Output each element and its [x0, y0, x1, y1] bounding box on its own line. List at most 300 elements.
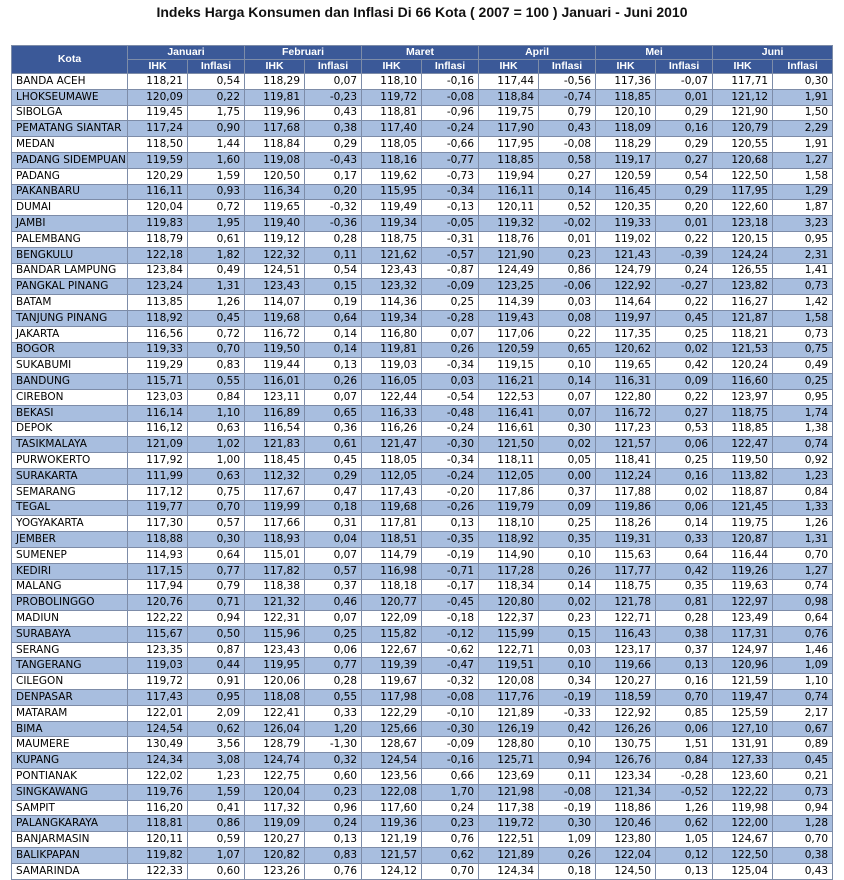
ihk-cell: 117,95: [713, 184, 773, 200]
inflasi-cell: 0,84: [188, 389, 245, 405]
ihk-cell: 119,33: [596, 216, 656, 232]
ihk-cell: 119,86: [596, 500, 656, 516]
inflasi-cell: 0,19: [305, 295, 362, 311]
ihk-cell: 114,79: [362, 547, 422, 563]
ihk-cell: 119,81: [362, 342, 422, 358]
inflasi-cell: 0,70: [773, 547, 833, 563]
ihk-cell: 116,72: [596, 405, 656, 421]
ihk-cell: 128,80: [479, 737, 539, 753]
inflasi-cell: 0,70: [188, 342, 245, 358]
city-cell: PANGKAL PINANG: [12, 279, 128, 295]
inflasi-cell: 0,22: [656, 231, 713, 247]
inflasi-cell: 0,60: [305, 769, 362, 785]
inflasi-cell: 0,72: [188, 200, 245, 216]
ihk-cell: 117,68: [245, 121, 305, 137]
inflasi-cell: 0,52: [539, 200, 596, 216]
inflasi-cell: 2,29: [773, 121, 833, 137]
inflasi-cell: 0,72: [188, 326, 245, 342]
inflasi-cell: 0,02: [539, 437, 596, 453]
inflasi-cell: 0,30: [539, 816, 596, 832]
table-row: [12, 137, 833, 153]
ihk-cell: 116,12: [128, 421, 188, 437]
ihk-cell: 123,43: [362, 263, 422, 279]
inflasi-cell: 0,13: [422, 516, 479, 532]
ihk-cell: 118,84: [479, 89, 539, 105]
ihk-cell: 121,32: [245, 595, 305, 611]
inflasi-cell: -0,08: [539, 137, 596, 153]
ihk-cell: 121,43: [596, 247, 656, 263]
inflasi-cell: 0,62: [656, 816, 713, 832]
inflasi-cell: -0,34: [422, 358, 479, 374]
column-header-month: Juni: [713, 46, 833, 60]
inflasi-cell: -0,71: [422, 563, 479, 579]
ihk-cell: 120,59: [596, 168, 656, 184]
ihk-cell: 122,41: [245, 705, 305, 721]
inflasi-cell: 0,67: [773, 721, 833, 737]
column-header-ihk: IHK: [128, 60, 188, 74]
city-cell: DEPOK: [12, 421, 128, 437]
ihk-cell: 116,11: [479, 184, 539, 200]
ihk-cell: 119,39: [362, 658, 422, 674]
inflasi-cell: 0,20: [305, 184, 362, 200]
ihk-cell: 120,04: [128, 200, 188, 216]
ihk-cell: 118,75: [596, 579, 656, 595]
inflasi-cell: 0,01: [656, 89, 713, 105]
inflasi-cell: 0,38: [305, 121, 362, 137]
ihk-cell: 115,96: [245, 626, 305, 642]
city-cell: SURAKARTA: [12, 468, 128, 484]
city-cell: DUMAI: [12, 200, 128, 216]
inflasi-cell: 0,64: [656, 547, 713, 563]
ihk-cell: 120,27: [245, 832, 305, 848]
ihk-cell: 120,50: [245, 168, 305, 184]
ihk-cell: 125,04: [713, 863, 773, 879]
ihk-cell: 119,72: [362, 89, 422, 105]
ihk-cell: 120,08: [479, 674, 539, 690]
ihk-cell: 120,29: [128, 168, 188, 184]
inflasi-cell: 0,86: [539, 263, 596, 279]
inflasi-cell: 0,07: [305, 389, 362, 405]
ihk-cell: 121,53: [713, 342, 773, 358]
ihk-cell: 119,95: [245, 658, 305, 674]
inflasi-cell: 3,08: [188, 753, 245, 769]
inflasi-cell: 0,92: [773, 453, 833, 469]
ihk-cell: 121,83: [245, 437, 305, 453]
ihk-cell: 120,87: [713, 532, 773, 548]
ihk-cell: 121,89: [479, 848, 539, 864]
inflasi-cell: 0,06: [656, 721, 713, 737]
inflasi-cell: 0,66: [422, 769, 479, 785]
ihk-cell: 117,92: [128, 453, 188, 469]
inflasi-cell: 1,95: [188, 216, 245, 232]
inflasi-cell: 0,79: [188, 579, 245, 595]
inflasi-cell: 0,64: [305, 310, 362, 326]
table-row: [12, 342, 833, 358]
table-row: [12, 74, 833, 90]
inflasi-cell: 0,75: [773, 342, 833, 358]
inflasi-cell: 0,30: [188, 532, 245, 548]
inflasi-cell: 0,44: [188, 658, 245, 674]
ihk-cell: 121,34: [596, 784, 656, 800]
ihk-cell: 117,32: [245, 800, 305, 816]
ihk-cell: 116,34: [245, 184, 305, 200]
inflasi-cell: -0,16: [422, 753, 479, 769]
ihk-cell: 121,78: [596, 595, 656, 611]
ihk-cell: 119,81: [245, 89, 305, 105]
inflasi-cell: 0,24: [656, 263, 713, 279]
inflasi-cell: 0,12: [656, 848, 713, 864]
ihk-cell: 114,07: [245, 295, 305, 311]
inflasi-cell: 1,00: [188, 453, 245, 469]
inflasi-cell: 0,42: [656, 563, 713, 579]
ihk-cell: 117,76: [479, 690, 539, 706]
inflasi-cell: 0,18: [539, 863, 596, 879]
ihk-cell: 126,26: [596, 721, 656, 737]
inflasi-cell: -0,10: [422, 705, 479, 721]
ihk-cell: 116,98: [362, 563, 422, 579]
ihk-cell: 118,05: [362, 453, 422, 469]
inflasi-cell: 0,55: [305, 690, 362, 706]
inflasi-cell: 0,83: [305, 848, 362, 864]
ihk-cell: 120,46: [596, 816, 656, 832]
ihk-cell: 112,05: [362, 468, 422, 484]
table-row: [12, 89, 833, 105]
inflasi-cell: 0,61: [188, 231, 245, 247]
ihk-cell: 123,43: [245, 279, 305, 295]
ihk-cell: 122,71: [479, 642, 539, 658]
inflasi-cell: 0,13: [656, 658, 713, 674]
inflasi-cell: 0,25: [422, 295, 479, 311]
ihk-cell: 118,79: [128, 231, 188, 247]
inflasi-cell: -0,08: [422, 690, 479, 706]
inflasi-cell: 0,29: [656, 137, 713, 153]
city-cell: DENPASAR: [12, 690, 128, 706]
ihk-cell: 118,87: [713, 484, 773, 500]
ihk-cell: 116,33: [362, 405, 422, 421]
inflasi-cell: -0,34: [422, 453, 479, 469]
table-row: [12, 579, 833, 595]
inflasi-cell: -0,96: [422, 105, 479, 121]
ihk-cell: 121,09: [128, 437, 188, 453]
ihk-cell: 119,62: [362, 168, 422, 184]
inflasi-cell: 0,43: [539, 121, 596, 137]
city-cell: BIMA: [12, 721, 128, 737]
table-row: [12, 326, 833, 342]
inflasi-cell: 1,05: [656, 832, 713, 848]
ihk-cell: 116,44: [713, 547, 773, 563]
inflasi-cell: 0,71: [188, 595, 245, 611]
inflasi-cell: 0,93: [188, 184, 245, 200]
ihk-cell: 119,33: [128, 342, 188, 358]
inflasi-cell: 0,84: [773, 484, 833, 500]
ihk-cell: 114,39: [479, 295, 539, 311]
inflasi-cell: 1,09: [539, 832, 596, 848]
ihk-cell: 119,45: [128, 105, 188, 121]
inflasi-cell: 0,28: [305, 674, 362, 690]
table-row: [12, 848, 833, 864]
ihk-cell: 122,29: [362, 705, 422, 721]
inflasi-cell: 0,14: [305, 342, 362, 358]
table-row: [12, 453, 833, 469]
column-header-month: April: [479, 46, 596, 60]
ihk-cell: 121,12: [713, 89, 773, 105]
ihk-cell: 122,44: [362, 389, 422, 405]
column-header-inflasi: Inflasi: [422, 60, 479, 74]
inflasi-cell: 0,36: [305, 421, 362, 437]
inflasi-cell: 0,07: [422, 326, 479, 342]
ihk-cell: 122,92: [596, 705, 656, 721]
inflasi-cell: 0,23: [539, 247, 596, 263]
ihk-cell: 115,82: [362, 626, 422, 642]
inflasi-cell: -0,17: [422, 579, 479, 595]
ihk-cell: 123,49: [713, 611, 773, 627]
table-row: [12, 231, 833, 247]
city-cell: PEMATANG SIANTAR: [12, 121, 128, 137]
table-row: [12, 690, 833, 706]
ihk-cell: 118,75: [713, 405, 773, 421]
inflasi-cell: 1,91: [773, 89, 833, 105]
inflasi-cell: 0,94: [773, 800, 833, 816]
inflasi-cell: -0,39: [656, 247, 713, 263]
city-cell: YOGYAKARTA: [12, 516, 128, 532]
ihk-cell: 117,95: [479, 137, 539, 153]
inflasi-cell: 0,90: [188, 121, 245, 137]
ihk-cell: 116,43: [596, 626, 656, 642]
inflasi-cell: 0,95: [773, 231, 833, 247]
inflasi-cell: -0,19: [422, 547, 479, 563]
inflasi-cell: -0,18: [422, 611, 479, 627]
ihk-cell: 119,65: [245, 200, 305, 216]
city-cell: BANJARMASIN: [12, 832, 128, 848]
table-row: [12, 737, 833, 753]
table-row: [12, 674, 833, 690]
inflasi-cell: -0,24: [422, 468, 479, 484]
ihk-cell: 118,34: [479, 579, 539, 595]
ihk-cell: 117,23: [596, 421, 656, 437]
inflasi-cell: 1,31: [188, 279, 245, 295]
ihk-cell: 117,30: [128, 516, 188, 532]
ihk-cell: 125,66: [362, 721, 422, 737]
inflasi-cell: 0,13: [305, 832, 362, 848]
ihk-cell: 119,47: [713, 690, 773, 706]
inflasi-cell: -0,13: [422, 200, 479, 216]
inflasi-cell: -0,66: [422, 137, 479, 153]
ihk-cell: 116,21: [479, 374, 539, 390]
inflasi-cell: 0,10: [539, 737, 596, 753]
ihk-cell: 120,06: [245, 674, 305, 690]
ihk-cell: 124,67: [713, 832, 773, 848]
ihk-cell: 119,02: [596, 231, 656, 247]
table-row: [12, 310, 833, 326]
city-cell: SURABAYA: [12, 626, 128, 642]
city-cell: SINGKAWANG: [12, 784, 128, 800]
ihk-cell: 118,81: [128, 816, 188, 832]
inflasi-cell: 0,25: [656, 453, 713, 469]
inflasi-cell: 1,51: [656, 737, 713, 753]
ihk-cell: 123,56: [362, 769, 422, 785]
ihk-cell: 117,60: [362, 800, 422, 816]
ihk-cell: 119,50: [713, 453, 773, 469]
ihk-cell: 118,26: [596, 516, 656, 532]
ihk-cell: 120,35: [596, 200, 656, 216]
ihk-cell: 115,67: [128, 626, 188, 642]
ihk-cell: 118,50: [128, 137, 188, 153]
city-cell: MADIUN: [12, 611, 128, 627]
ihk-cell: 119,79: [479, 500, 539, 516]
table-row: [12, 405, 833, 421]
inflasi-cell: -0,05: [422, 216, 479, 232]
table-row: [12, 421, 833, 437]
ihk-cell: 126,55: [713, 263, 773, 279]
inflasi-cell: 0,22: [539, 326, 596, 342]
ihk-cell: 122,32: [245, 247, 305, 263]
column-header-ihk: IHK: [596, 60, 656, 74]
ihk-cell: 121,47: [362, 437, 422, 453]
ihk-cell: 119,76: [128, 784, 188, 800]
table-row: [12, 532, 833, 548]
ihk-cell: 119,75: [479, 105, 539, 121]
inflasi-cell: -0,24: [422, 421, 479, 437]
table-row: [12, 200, 833, 216]
city-cell: MATARAM: [12, 705, 128, 721]
inflasi-cell: -0,35: [422, 532, 479, 548]
table-row: [12, 263, 833, 279]
inflasi-cell: 1,59: [188, 784, 245, 800]
ihk-cell: 122,60: [713, 200, 773, 216]
ihk-cell: 123,82: [713, 279, 773, 295]
ihk-cell: 120,82: [245, 848, 305, 864]
city-cell: BANDA ACEH: [12, 74, 128, 90]
ihk-cell: 118,10: [362, 74, 422, 90]
table-row: [12, 121, 833, 137]
ihk-cell: 119,59: [128, 152, 188, 168]
ihk-cell: 118,85: [596, 89, 656, 105]
inflasi-cell: 0,14: [656, 516, 713, 532]
ihk-cell: 123,34: [596, 769, 656, 785]
ihk-cell: 123,11: [245, 389, 305, 405]
inflasi-cell: 1,58: [773, 168, 833, 184]
ihk-cell: 119,63: [713, 579, 773, 595]
inflasi-cell: 1,26: [656, 800, 713, 816]
ihk-cell: 117,15: [128, 563, 188, 579]
ihk-cell: 118,05: [362, 137, 422, 153]
ihk-cell: 117,28: [479, 563, 539, 579]
inflasi-cell: 0,70: [188, 500, 245, 516]
inflasi-cell: 0,54: [656, 168, 713, 184]
inflasi-cell: 1,38: [773, 421, 833, 437]
ihk-cell: 121,45: [713, 500, 773, 516]
inflasi-cell: 0,26: [539, 848, 596, 864]
inflasi-cell: 0,50: [188, 626, 245, 642]
ihk-cell: 116,80: [362, 326, 422, 342]
inflasi-cell: 0,00: [539, 468, 596, 484]
inflasi-cell: -0,62: [422, 642, 479, 658]
ihk-cell: 122,50: [713, 168, 773, 184]
inflasi-cell: 0,41: [188, 800, 245, 816]
inflasi-cell: 0,06: [656, 500, 713, 516]
inflasi-cell: 0,26: [422, 342, 479, 358]
ihk-cell: 122,37: [479, 611, 539, 627]
inflasi-cell: 0,25: [305, 626, 362, 642]
inflasi-cell: 0,07: [305, 611, 362, 627]
inflasi-cell: 1,29: [773, 184, 833, 200]
inflasi-cell: 0,62: [422, 848, 479, 864]
ihk-cell: 116,45: [596, 184, 656, 200]
ihk-cell: 123,32: [362, 279, 422, 295]
column-header-inflasi: Inflasi: [539, 60, 596, 74]
ihk-cell: 119,26: [713, 563, 773, 579]
city-cell: BATAM: [12, 295, 128, 311]
inflasi-cell: -0,34: [422, 184, 479, 200]
inflasi-cell: 0,84: [656, 753, 713, 769]
table-row: [12, 769, 833, 785]
inflasi-cell: 1,20: [305, 721, 362, 737]
inflasi-cell: 1,10: [188, 405, 245, 421]
inflasi-cell: 0,79: [539, 105, 596, 121]
inflasi-cell: -0,28: [422, 310, 479, 326]
ihk-cell: 124,51: [245, 263, 305, 279]
ihk-cell: 119,34: [362, 216, 422, 232]
inflasi-cell: 0,60: [188, 863, 245, 879]
inflasi-cell: 1,82: [188, 247, 245, 263]
ihk-cell: 117,40: [362, 121, 422, 137]
ihk-cell: 124,50: [596, 863, 656, 879]
ihk-cell: 119,36: [362, 816, 422, 832]
inflasi-cell: 0,09: [539, 500, 596, 516]
inflasi-cell: 0,55: [188, 374, 245, 390]
ihk-cell: 119,51: [479, 658, 539, 674]
inflasi-cell: 1,59: [188, 168, 245, 184]
inflasi-cell: 0,73: [773, 326, 833, 342]
ihk-cell: 119,66: [596, 658, 656, 674]
ihk-cell: 117,43: [362, 484, 422, 500]
inflasi-cell: 0,47: [305, 484, 362, 500]
inflasi-cell: 0,95: [773, 389, 833, 405]
inflasi-cell: 0,33: [305, 705, 362, 721]
inflasi-cell: 0,25: [539, 516, 596, 532]
table-row: [12, 784, 833, 800]
ihk-cell: 118,93: [245, 532, 305, 548]
inflasi-cell: 0,76: [305, 863, 362, 879]
ihk-cell: 124,49: [479, 263, 539, 279]
ihk-cell: 122,97: [713, 595, 773, 611]
inflasi-cell: 1,42: [773, 295, 833, 311]
inflasi-cell: -0,19: [539, 800, 596, 816]
ihk-cell: 119,67: [362, 674, 422, 690]
column-header-month: Februari: [245, 46, 362, 60]
table-row: [12, 184, 833, 200]
ihk-cell: 114,93: [128, 547, 188, 563]
ihk-cell: 115,95: [362, 184, 422, 200]
inflasi-cell: -0,30: [422, 437, 479, 453]
city-cell: PONTIANAK: [12, 769, 128, 785]
ihk-cell: 115,99: [479, 626, 539, 642]
city-cell: BANDAR LAMPUNG: [12, 263, 128, 279]
inflasi-cell: 0,87: [188, 642, 245, 658]
ihk-cell: 120,10: [596, 105, 656, 121]
inflasi-cell: 0,64: [188, 547, 245, 563]
column-header-inflasi: Inflasi: [773, 60, 833, 74]
ihk-cell: 119,72: [479, 816, 539, 832]
inflasi-cell: 1,33: [773, 500, 833, 516]
inflasi-cell: 1,58: [773, 310, 833, 326]
ihk-cell: 120,59: [479, 342, 539, 358]
inflasi-cell: -0,73: [422, 168, 479, 184]
ihk-cell: 117,71: [713, 74, 773, 90]
ihk-cell: 126,19: [479, 721, 539, 737]
ihk-cell: 119,03: [362, 358, 422, 374]
inflasi-cell: -0,06: [539, 279, 596, 295]
